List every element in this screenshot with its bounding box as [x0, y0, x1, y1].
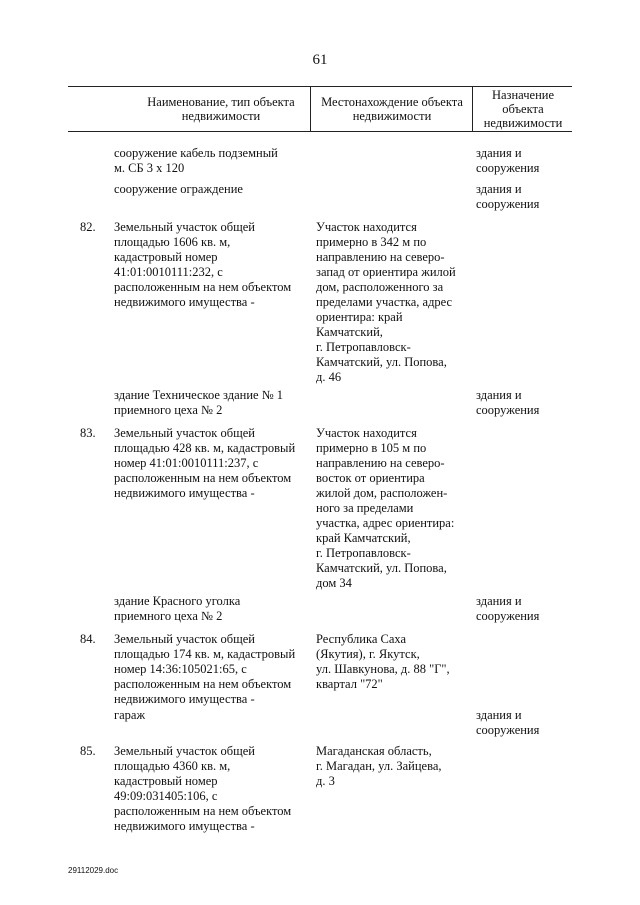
row-number: 85. — [80, 744, 96, 758]
row-location: Участок находится примерно в 342 м по направлению на северо- запад от ориентира жилой дом, расположенного за пределами участка, адрес ориентира: край Камчатский, г. Петропавловск- Камчатский, ул. Попова, д. 46 — [316, 220, 456, 384]
row-name: Земельный участок общей площадью 174 кв. м, кадастровый номер 14:36:105021:65, с расположенным на нем объектом недвижимого имущества - — [114, 632, 296, 706]
row-name: сооружение кабель подземный м. СБ 3 х 120 — [114, 146, 278, 175]
row-number: 82. — [80, 220, 96, 234]
row-name: гараж — [114, 708, 146, 722]
row-location: Участок находится примерно в 105 м по направлению на северо- восток от ориентира жилой дом, расположен- ного за пределами участка, адрес ориентира: край Камчатский, г. Петропавловск- Камчатский, ул. Попова, дом 34 — [316, 426, 455, 590]
row-name: Земельный участок общей площадью 1606 кв. м, кадастровый номер 41:01:0010111:232, с расположенным на нем объектом недвижимого имущества - — [114, 220, 292, 309]
page-number: 61 — [312, 52, 328, 68]
table-header — [68, 86, 572, 132]
row-name: здание Техническое здание № 1 приемного цеха № 2 — [114, 388, 284, 417]
row-name: Земельный участок общей площадью 4360 кв. м, кадастровый номер 49:09:031405:106, с расположенным на нем объектом недвижимого имущества - — [114, 744, 292, 833]
header-name-label: Наименование, тип объекта недвижимости — [147, 95, 295, 123]
row-purpose: здания и сооружения — [476, 182, 540, 211]
row-purpose: здания и сооружения — [476, 388, 540, 417]
document-file-code: 29112029.doc — [68, 866, 119, 875]
header-location-column — [310, 87, 473, 131]
header-location-label: Местонахождение объекта недвижимости — [321, 95, 463, 123]
row-purpose: здания и сооружения — [476, 146, 540, 175]
row-purpose: здания и сооружения — [476, 594, 540, 623]
row-name: сооружение ограждение — [114, 182, 243, 196]
header-purpose-label: Назначение объекта недвижимости — [483, 88, 563, 130]
header-purpose-column — [472, 87, 573, 131]
row-location: Магаданская область, г. Магадан, ул. Зайцева, д. 3 — [316, 744, 442, 788]
row-number: 84. — [80, 632, 96, 646]
row-purpose: здания и сооружения — [476, 708, 540, 737]
row-location: Республика Саха (Якутия), г. Якутск, ул. Шавкунова, д. 88 "Г", квартал "72" — [316, 632, 450, 691]
row-number: 83. — [80, 426, 96, 440]
header-name-column — [112, 87, 330, 131]
row-name: Земельный участок общей площадью 428 кв. м, кадастровый номер 41:01:0010111:237, с расположенным на нем объектом недвижимого имущества - — [114, 426, 296, 500]
row-name: здание Красного уголка приемного цеха № 2 — [114, 594, 241, 623]
